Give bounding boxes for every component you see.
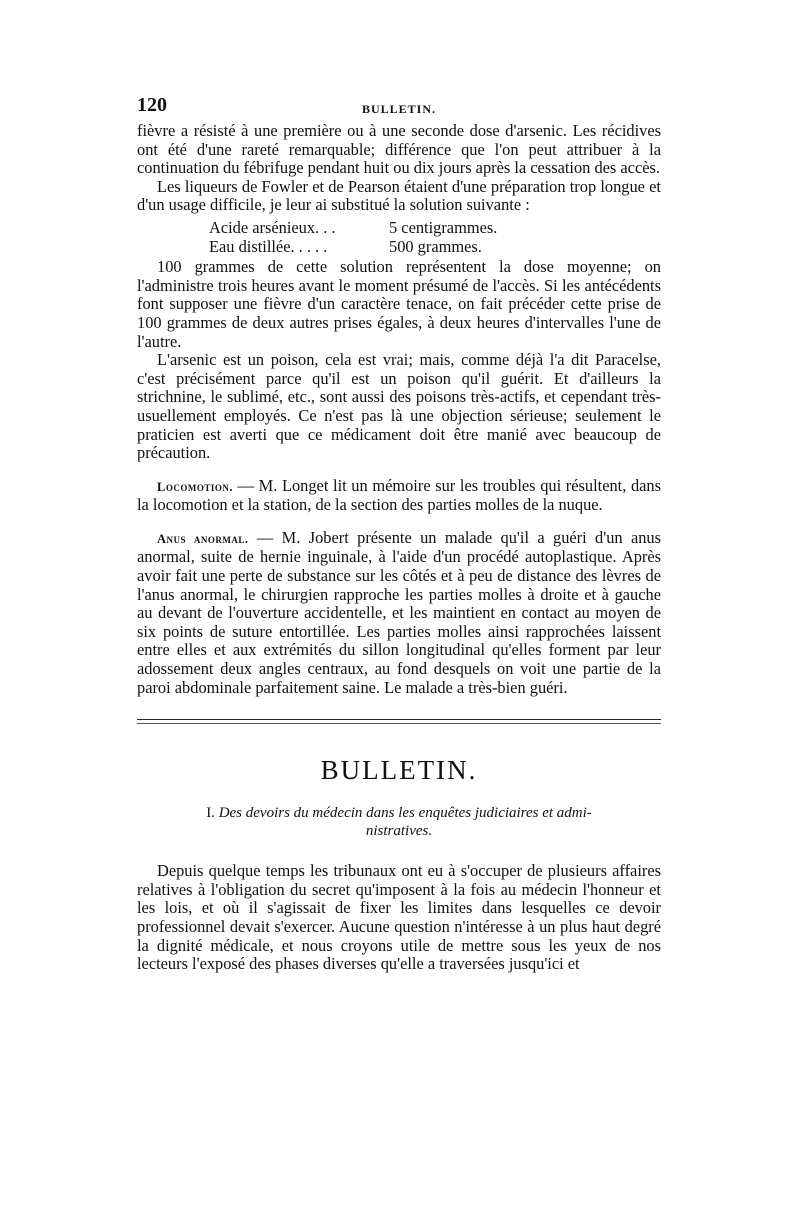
page-number: 120 xyxy=(137,94,167,116)
paragraph-locomotion xyxy=(137,477,661,515)
rule-thick xyxy=(137,719,661,720)
paragraph-bulletin-body: Depuis quelque temps les tribunaux ont eu à s'occuper de plusieurs affaires relatives à l'obligation du secret qu'imposent à la fois au médecin l'honneur et les lois, et où il s'agissait de fixer les limites dans lesquelles ce devoir professionnel devait s'exercer. Aucune question n'intéresse à un plus haut degré la dignité médicale, et nous croyons utile de mettre sous les yeux de nos lecteurs l'exposé des phases diverses qu'elle a traversées jusqu'ici et xyxy=(137,861,661,974)
running-title: BULLETIN. xyxy=(361,102,437,116)
section-title-line1: Des devoirs du médecin dans les enquêtes judiciaires et admi- xyxy=(218,805,592,822)
paragraph-dosage: 100 grammes de cette solution représentent la dose moyenne; on l'administre trois heures avant le moment présumé de l'accès. Si les antécédents font supposer une fièvre d'un caractère tenace, on fait précéder cette prise de 100 grammes de deux autres prises égales, à deux heures d'intervalles l'une de l'autre. xyxy=(137,257,661,351)
section-heading xyxy=(137,804,661,822)
recipe-quantity: 5 centigrammes. xyxy=(389,217,498,237)
recipe-row xyxy=(209,238,661,257)
section-title-line2: nistratives. xyxy=(365,823,433,840)
locomotion-text: — M. Longet lit un mémoire sur les troubles qui résultent, dans la locomotion et la station, de la section des parties molles de la nuque. xyxy=(137,475,661,515)
section-number: I. xyxy=(206,805,215,822)
paragraph-fever-relapse: fièvre a résisté à une première ou à une seconde dose d'arsenic. Les récidives ont été d'une rareté remarquable; différence que l'on peut attribuer à la continuation du fébrifuge pendant huit ou dix jours après la cessation des accès. xyxy=(137,121,661,178)
recipe-quantity: 500 grammes. xyxy=(389,236,482,256)
document-page xyxy=(137,92,661,974)
section-head-anus-anormal: Anus anormal. xyxy=(157,531,249,546)
anus-anormal-text: — M. Jobert présente un malade qu'il a guéri d'un anus anormal, suite de hernie inguinale, à l'aide d'un procédé autoplastique. Après avoir fait une perte de substance sur les côtés et à peu de distance des lèvres de l'anus anormal, le chirurgien rapproche les parties molles à droite et à gauche au devant de l'ouverture accidentelle, et les maintient en contact au moyen de six points de suture entortillée. Les parties molles ainsi rapprochées laissent entre elles et aux extrémités du sillon longitudinal qu'elles forment par leur adossement deux angles centraux, au fond desquels on voit une partie de la paroi abdominale parfaitement saine. Le malade a très-bien guéri. xyxy=(137,527,661,697)
recipe-table xyxy=(209,219,661,256)
paragraph-anus-anormal xyxy=(137,529,661,697)
bulletin-title: BULLETIN. xyxy=(320,755,478,786)
paragraph-liqueurs: Les liqueurs de Fowler et de Pearson étaient d'une préparation trop longue et d'un usage difficile, je leur ai substitué la solution suivante : xyxy=(137,176,661,215)
recipe-row xyxy=(209,219,661,238)
recipe-item: Eau distillée. . . . . xyxy=(209,236,328,256)
paragraph-arsenic-poison: L'arsenic est un poison, cela est vrai; mais, comme déjà l'a dit Paracelse, c'est précisément parce qu'il est un poison qu'il guérit. Et d'ailleurs la strichnine, le sublimé, etc., sont aussi des poisons très-actifs, et cependant très-usuellement employés. Ce n'est pas là une objection sérieuse; seulement le praticien est averti que ce médicament doit être manié avec beaucoup de précaution. xyxy=(137,350,661,463)
rule-thin xyxy=(137,723,661,724)
page-header xyxy=(137,92,661,122)
section-head-locomotion: Locomotion. xyxy=(157,479,233,494)
double-rule-divider xyxy=(137,719,661,724)
recipe-item: Acide arsénieux. . . xyxy=(209,217,336,237)
